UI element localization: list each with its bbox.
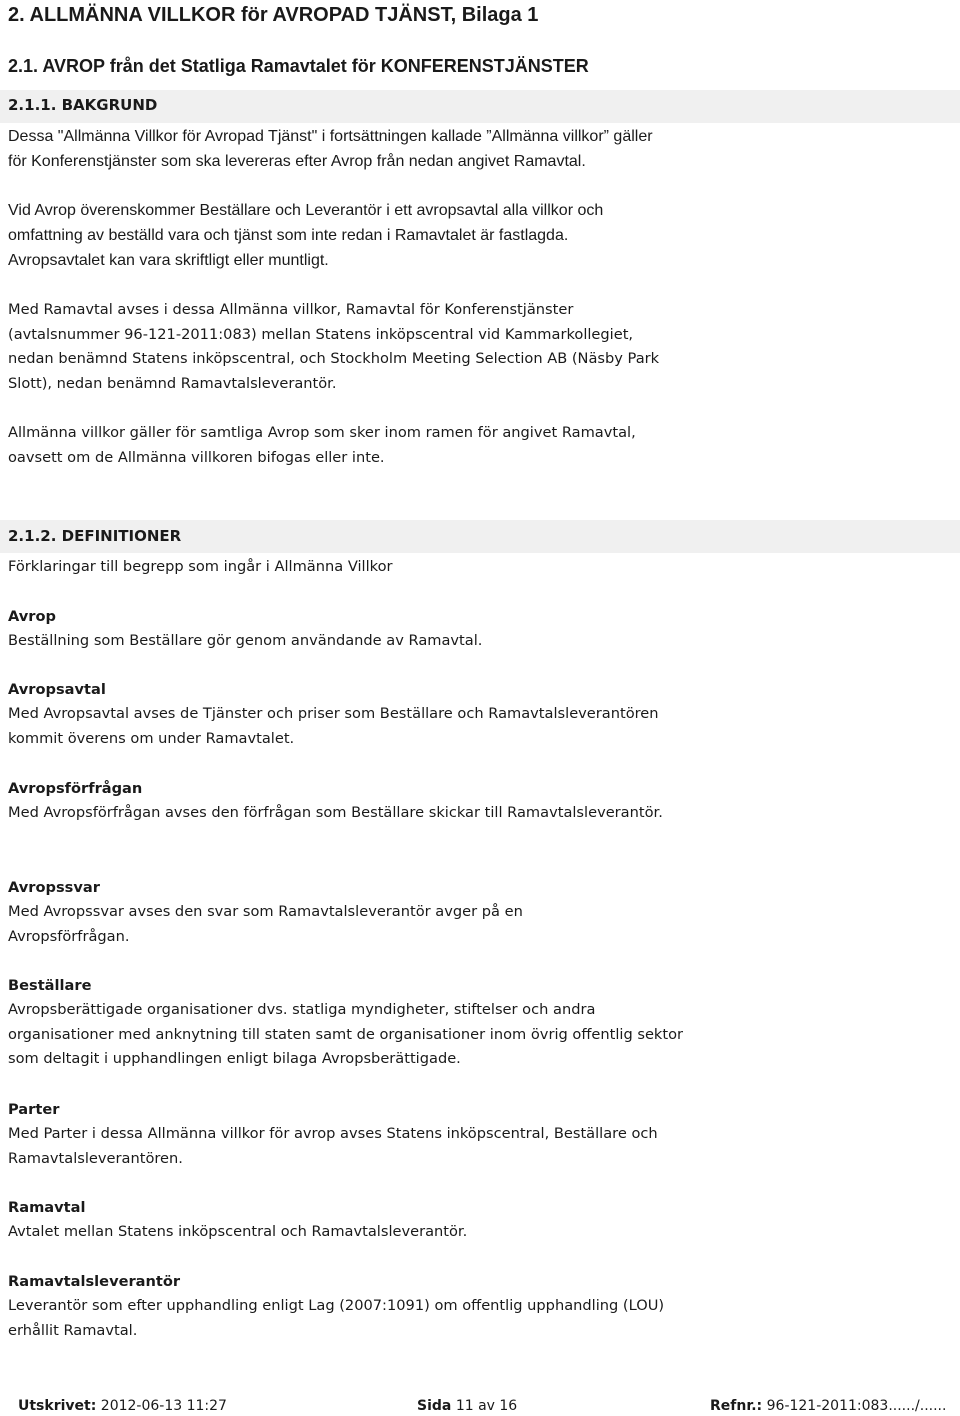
text-line: oavsett om de Allmänna villkoren bifogas eller inte.: [8, 448, 385, 466]
definition-text: Med Parter i dessa Allmänna villkor för avrop avses Statens inköpscentral, Beställare och: [8, 1125, 658, 1142]
definition-avropsavtal: [8, 678, 659, 751]
text-line: Med Ramavtal avses i dessa Allmänna villkor, Ramavtal för Konferenstjänster: [8, 301, 574, 318]
footer-printed-value: 2012-06-13 11:27: [100, 1398, 227, 1414]
text-line: för Konferenstjänster som ska levereras efter Avrop från nedan angivet Ramavtal.: [8, 153, 586, 170]
section-heading: 2.1. AVROP från det Statliga Ramavtalet för KONFERENSTJÄNSTER: [8, 56, 589, 76]
definition-parter: [8, 1098, 658, 1171]
definition-text: Med Avropssvar avses den svar som Ramavtalsleverantör avger på en: [8, 903, 523, 920]
definition-text: Avtalet mellan Statens inköpscentral och Ramavtalsleverantör.: [8, 1223, 468, 1240]
definition-text: Beställning som Beställare gör genom användande av Ramavtal.: [8, 632, 483, 649]
bakgrund-paragraph-4: [8, 421, 636, 470]
footer-ref-label: Refnr.:: [710, 1398, 763, 1414]
definition-term: Avrop: [8, 608, 56, 625]
definition-avrop: [8, 605, 482, 654]
definition-term: Ramavtalsleverantör: [8, 1273, 181, 1290]
footer-ref: [710, 1396, 946, 1416]
section-title-bakgrund: 2.1.1. BAKGRUND: [8, 96, 158, 114]
text-line: Avropsavtalet kan vara skriftligt eller muntligt.: [8, 252, 329, 269]
definition-text: organisationer med anknytning till staten samt de organisationer inom övrig offentlig sektor: [8, 1025, 684, 1043]
text-line: (avtalsnummer 96-121-2011:083) mellan Statens inköpscentral vid Kammarkollegiet,: [8, 325, 634, 343]
definition-ramavtalsleverantor: [8, 1270, 664, 1343]
definition-text: som deltagit i upphandlingen enligt bilaga Avropsberättigade.: [8, 1050, 461, 1067]
definition-text: Ramavtalsleverantören.: [8, 1149, 183, 1167]
footer-page-label: Sida: [417, 1398, 452, 1414]
definitioner-intro: Förklaringar till begrepp som ingår i Allmänna Villkor: [8, 558, 393, 575]
definition-text: Med Avropsavtal avses de Tjänster och priser som Beställare och Ramavtalsleverantören: [8, 705, 659, 722]
text-line: Vid Avrop överenskommer Beställare och Leverantör i ett avropsavtal alla villkor och: [8, 202, 604, 219]
text-line: omfattning av beställd vara och tjänst som inte redan i Ramavtalet är fastlagda.: [8, 227, 569, 244]
footer-printed: [18, 1396, 227, 1416]
section-bar-bakgrund: [0, 90, 960, 123]
definition-text: Avropsförfrågan.: [8, 927, 130, 945]
bakgrund-paragraph-2: [8, 198, 603, 273]
definition-text: kommit överens om under Ramavtalet.: [8, 729, 295, 747]
definition-avropssvar: [8, 876, 523, 949]
footer-ref-value: 96-121-2011:083....../......: [766, 1398, 947, 1414]
text-line: Slott), nedan benämnd Ramavtalsleverantör.: [8, 374, 337, 392]
document-heading: 2. ALLMÄNNA VILLKOR för AVROPAD TJÄNST, Bilaga 1: [8, 4, 539, 26]
footer-printed-label: Utskrivet:: [18, 1398, 97, 1414]
section-bar-definitioner: [0, 520, 960, 553]
page-footer: [0, 1396, 960, 1416]
footer-page-value: 11 av 16: [455, 1398, 518, 1414]
text-line: nedan benämnd Statens inköpscentral, och Stockholm Meeting Selection AB (Näsby Park: [8, 350, 660, 367]
definition-text: Avropsberättigade organisationer dvs. statliga myndigheter, stiftelser och andra: [8, 1001, 596, 1018]
definition-term: Avropsavtal: [8, 681, 106, 698]
definition-term: Avropsförfrågan: [8, 780, 143, 797]
bakgrund-paragraph-1: [8, 124, 653, 174]
definition-term: Beställare: [8, 977, 92, 994]
bakgrund-paragraph-3: [8, 298, 659, 396]
footer-page: [417, 1396, 517, 1416]
text-line: Allmänna villkor gäller för samtliga Avrop som sker inom ramen för angivet Ramavtal,: [8, 424, 636, 441]
definition-text: Leverantör som efter upphandling enligt Lag (2007:1091) om offentlig upphandling (LOU): [8, 1297, 665, 1314]
definition-bestallare: [8, 974, 683, 1072]
definition-avropsforfragan: [8, 777, 663, 826]
text-line: Dessa "Allmänna Villkor för Avropad Tjänst" i fortsättningen kallade ”Allmänna villkor” gäller: [8, 128, 653, 145]
section-title-definitioner: 2.1.2. DEFINITIONER: [8, 527, 182, 545]
definition-text: Med Avropsförfrågan avses den förfrågan som Beställare skickar till Ramavtalsleverantör.: [8, 804, 663, 821]
definition-term: Avropssvar: [8, 879, 100, 896]
definition-text: erhållit Ramavtal.: [8, 1321, 138, 1339]
definition-ramavtal: [8, 1196, 467, 1245]
definition-term: Ramavtal: [8, 1199, 86, 1216]
definition-term: Parter: [8, 1101, 60, 1118]
